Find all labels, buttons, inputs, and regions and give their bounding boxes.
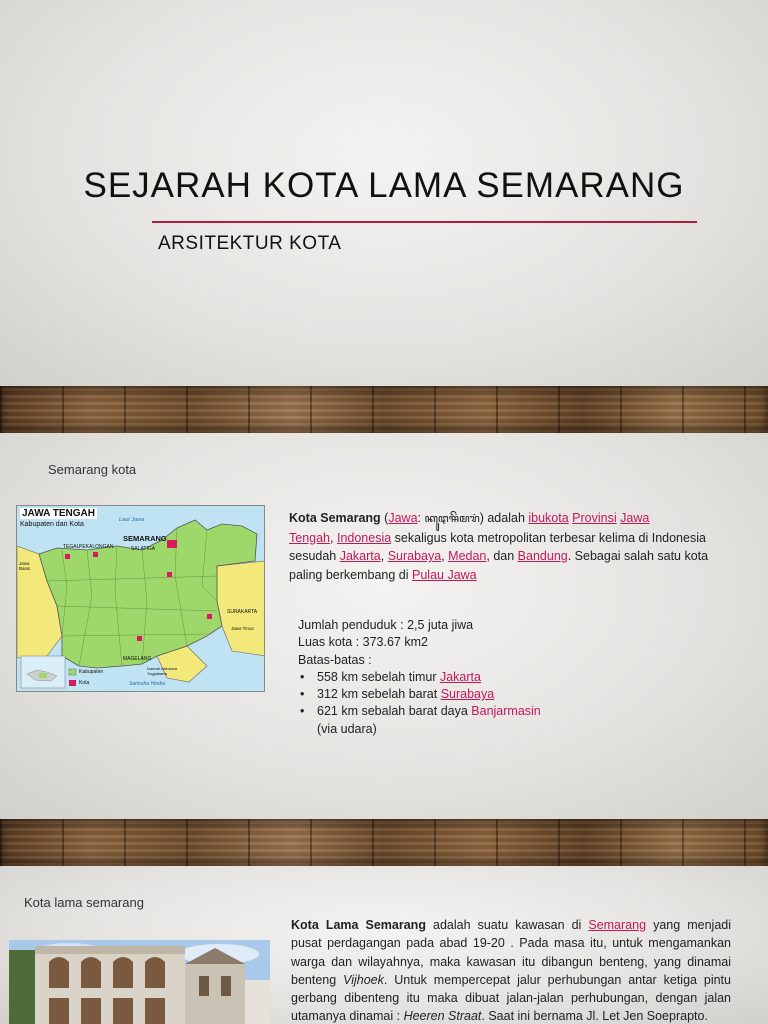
- intro-text: ,: [330, 530, 337, 545]
- link-jawa-tengah-1[interactable]: Jawa: [620, 511, 650, 525]
- population: Jumlah penduduk : 2,5 juta jiwa: [298, 618, 474, 632]
- list-item: [298, 686, 541, 703]
- border-text: 621 km sebalah barat daya: [317, 704, 472, 719]
- map-label-tegal: TEGAL: [63, 544, 80, 550]
- slide-title: [0, 0, 768, 386]
- link-bandung[interactable]: Bandung: [517, 549, 568, 563]
- borders-label: Batas-batas :: [298, 652, 372, 667]
- kota-lama-photo: [9, 940, 270, 1024]
- link-jawa-tengah-2[interactable]: Tengah: [289, 530, 331, 545]
- border-text: 312 km sebelah barat: [317, 687, 441, 702]
- intro-text: , dan: [486, 549, 518, 563]
- body-text: . Untuk mempercepat jalur perhubungan antar ketiga pintu gerbang dibenteng itu maka dibuat jalan-jalan perhubungan, dengan jalan utamanya dinamai :: [291, 972, 731, 1024]
- page-subtitle: ARSITEKTUR KOTA: [158, 233, 342, 254]
- map-label-semarang: SEMARANG: [123, 534, 167, 543]
- kota-lama-paragraph: [291, 916, 731, 1024]
- map-label-pekalongan: PEKALONGAN: [79, 544, 114, 550]
- map-label-jawa-timur: Jawa Timur: [231, 626, 255, 631]
- semarang-stats: [298, 617, 541, 738]
- map-label-salatiga: SALATIGA: [131, 546, 156, 552]
- intro-text: . Sebagai salah satu kota paling berkembang di: [289, 549, 709, 582]
- map-label-magelang: MAGELANG: [123, 656, 152, 662]
- map-subtitle: Kabupaten dan Kota: [20, 521, 84, 528]
- intro-lead: Kota Semarang: [289, 511, 381, 525]
- intro-text: (: [380, 511, 389, 525]
- link-semarang[interactable]: Semarang: [588, 918, 647, 932]
- vijhoek-text: Vijhoek: [343, 972, 384, 987]
- link-pulau-jawa[interactable]: Pulau Jawa: [412, 567, 477, 582]
- link-medan[interactable]: Medan: [448, 549, 487, 563]
- map-label-samudra: Samudra Hindia: [129, 681, 165, 687]
- link-surabaya[interactable]: Surabaya: [387, 549, 442, 563]
- list-item: [298, 703, 541, 720]
- link-ibukota[interactable]: ibukota: [528, 511, 569, 525]
- section-label: Semarang kota: [48, 462, 137, 477]
- map-title: JAWA TENGAH: [22, 508, 95, 519]
- building-photo-graphic: [9, 940, 270, 1024]
- intro-text: ,: [380, 549, 388, 563]
- intro-text: ,: [441, 549, 449, 563]
- borders-list: [298, 669, 541, 721]
- area: Luas kota : 373.67 km2: [298, 635, 428, 650]
- body-text: yang menjadi pusat perdagangan pada abad 19-20 . Pada masa itu, untuk mengamankan warga dan wilayahnya, maka kawasan itu dibangun benteng, yang dinamai benteng: [291, 918, 732, 987]
- link-indonesia[interactable]: Indonesia: [336, 530, 392, 545]
- intro-text: ) adalah: [479, 511, 529, 525]
- via-udara: (via udara): [317, 721, 377, 736]
- javanese-script: ꦏꦸꦛꦯꦼꦩꦫꦁ: [424, 512, 480, 525]
- body-text: adalah suatu kawasan di: [425, 918, 589, 932]
- map-label-surakarta: SURAKARTA: [227, 609, 258, 615]
- link-surabaya-border[interactable]: Surabaya: [440, 687, 495, 702]
- semarang-intro-paragraph: [289, 509, 719, 584]
- map-legend-kota: Kota: [79, 680, 90, 686]
- link-jawa[interactable]: Jawa: [388, 511, 418, 525]
- intro-text: :: [417, 511, 425, 525]
- banjarmasin-text: Banjarmasin: [471, 704, 541, 719]
- page-title: SEJARAH KOTA LAMA SEMARANG: [83, 166, 685, 205]
- map-label-jawa-barat: Jawa Barat: [19, 561, 30, 571]
- map-label-laut-jawa: Laut Jawa: [119, 517, 145, 523]
- central-java-map: [16, 505, 265, 692]
- link-provinsi[interactable]: Provinsi: [572, 511, 617, 525]
- title-divider: [152, 221, 697, 223]
- border-text: 558 km sebelah timur: [317, 669, 440, 684]
- kota-lama-lead: Kota Lama Semarang: [291, 918, 426, 932]
- body-text: . Saat ini bernama Jl. Let Jen Soeprapto.: [481, 1009, 708, 1024]
- heeren-straat-text: Heeren Straat: [403, 1009, 482, 1024]
- link-jakarta[interactable]: Jakarta: [339, 549, 381, 563]
- section-label: Kota lama semarang: [24, 895, 144, 910]
- list-item: [298, 669, 541, 686]
- link-jakarta-border[interactable]: Jakarta: [439, 669, 481, 684]
- intro-text: sekaligus kota metropolitan terbesar kelima di Indonesia sesudah: [289, 530, 706, 563]
- wood-floor-band: [0, 819, 768, 866]
- map-label-yogyakarta: Daerah Istimewa Yogyakarta: [147, 666, 178, 676]
- wood-floor-band: [0, 386, 768, 433]
- map-legend-kabupaten: Kabupaten: [79, 669, 104, 675]
